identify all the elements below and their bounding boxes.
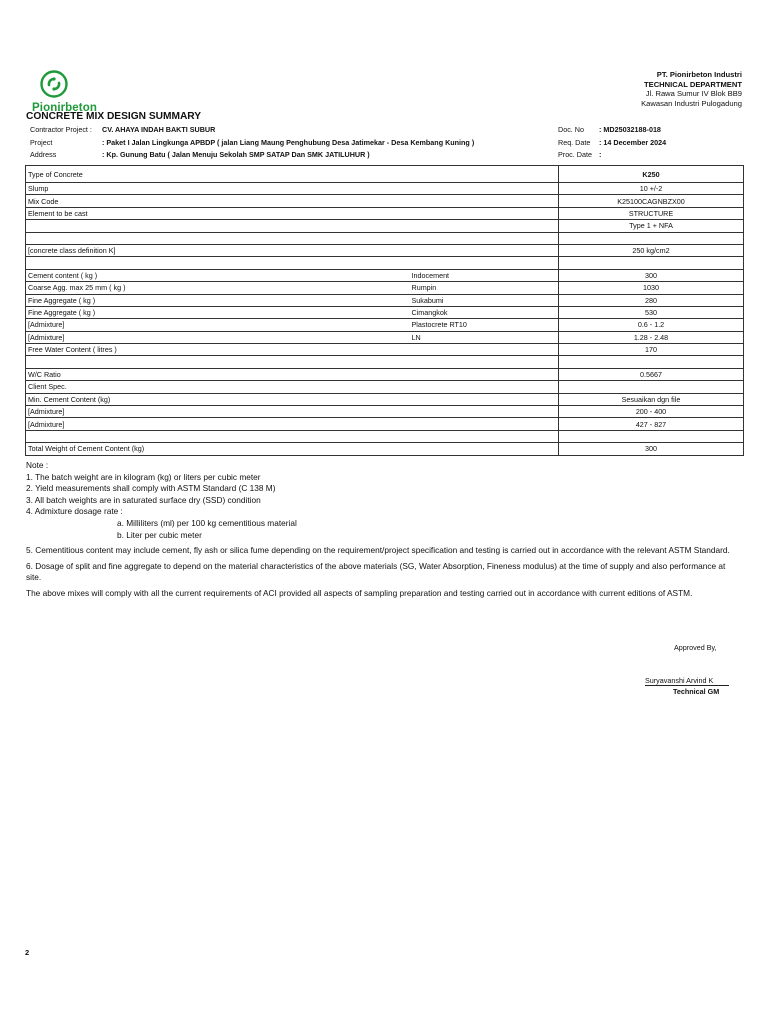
table-row <box>26 244 744 256</box>
row-label: Cement content ( kg ) <box>26 269 410 281</box>
row-source <box>410 443 559 455</box>
row-value <box>559 381 744 393</box>
row-value: 0.6 - 1.2 <box>559 319 744 331</box>
row-source: Sukabumi <box>410 294 559 306</box>
row-label <box>26 356 410 368</box>
row-source <box>410 195 559 207</box>
contractor-row <box>30 124 474 137</box>
row-source <box>410 368 559 380</box>
row-source <box>410 244 559 256</box>
reqdate-label: Req. Date <box>558 137 591 147</box>
note-4b: b. Liter per cubic meter <box>117 529 202 540</box>
table-row <box>26 393 744 405</box>
row-source <box>410 207 559 219</box>
note-4: 4. Admixture dosage rate : <box>26 506 123 517</box>
row-value: Type 1 + NFA <box>559 220 744 232</box>
project-info <box>30 124 474 162</box>
row-source <box>410 418 559 430</box>
approved-by-label: Approved By, <box>674 643 717 652</box>
address-value: : Kp. Gunung Batu ( Jalan Menuju Sekolah SMP SATAP Dan SMK JATILUHUR ) <box>102 150 370 159</box>
row-source <box>410 220 559 232</box>
table-row <box>26 282 744 294</box>
reqdate-value: : 14 December 2024 <box>599 137 667 147</box>
note-6: 6. Dosage of split and fine aggregate to depend on the material characteristics of the above materials (SG, Water Absorption, Fineness modulus) at the time of supply and also performance at site. <box>26 560 726 583</box>
page-number: 2 <box>25 948 30 957</box>
row-source <box>410 344 559 356</box>
document-title: CONCRETE MIX DESIGN SUMMARY <box>26 111 202 122</box>
contractor-value: CV. AHAYA INDAH BAKTI SUBUR <box>102 125 216 134</box>
mix-design-table <box>25 165 744 456</box>
row-value: 300 <box>559 269 744 281</box>
company-address-line-1: Jl. Rawa Sumur IV Blok BB9 <box>645 89 742 99</box>
row-label: Mix Code <box>26 195 410 207</box>
table-row <box>26 356 744 368</box>
row-value <box>559 257 744 269</box>
row-label: [Admixture] <box>26 406 410 418</box>
row-source: Plastocrete RT10 <box>410 319 559 331</box>
table-row <box>26 418 744 430</box>
row-label <box>26 430 410 442</box>
procdate-row <box>558 149 666 162</box>
address-label: Address <box>30 150 57 159</box>
pionirbeton-logo-icon <box>40 70 68 98</box>
docno-row <box>558 124 666 137</box>
project-value: : Paket I Jalan Lingkunga APBDP ( jalan Liang Maung Penghubung Desa Jatimekar - Desa Kembang Kuning ) <box>102 137 475 147</box>
row-source <box>410 166 559 183</box>
note-4a: a. Milliliters (ml) per 100 kg cementitious material <box>117 517 297 528</box>
row-label: Fine Aggregate ( kg ) <box>26 306 410 318</box>
row-source: LN <box>410 331 559 343</box>
row-label: W/C Ratio <box>26 368 410 380</box>
company-department: TECHNICAL DEPARTMENT <box>643 79 742 89</box>
signer-name: Suryavanshi Arvind K <box>645 676 729 686</box>
table-row <box>26 166 744 183</box>
table-row <box>26 220 744 232</box>
row-label: Min. Cement Content (kg) <box>26 393 410 405</box>
note-2: 2. Yield measurements shall comply with ASTM Standard (C 138 M) <box>26 483 276 494</box>
row-value: STRUCTURE <box>559 207 744 219</box>
table-row <box>26 381 744 393</box>
row-value: K250 <box>559 166 744 183</box>
table-row <box>26 257 744 269</box>
table-row <box>26 443 744 455</box>
row-label <box>26 220 410 232</box>
notes-section <box>26 460 738 600</box>
row-label: [Admixture] <box>26 418 410 430</box>
row-label: [Admixture] <box>26 331 410 343</box>
row-label: Fine Aggregate ( kg ) <box>26 294 410 306</box>
row-value <box>559 430 744 442</box>
table-row <box>26 294 744 306</box>
row-source <box>410 356 559 368</box>
docno-label: Doc. No <box>558 125 584 134</box>
table-row <box>26 269 744 281</box>
row-label: Free Water Content ( litres ) <box>26 344 410 356</box>
signer-title: Technical GM <box>673 687 720 696</box>
table-row <box>26 344 744 356</box>
company-info <box>641 70 742 108</box>
notes-heading: Note : <box>26 460 49 470</box>
row-label: [Admixture] <box>26 319 410 331</box>
company-address-line-2: Kawasan Industri Pulogadung <box>641 98 742 108</box>
table-row <box>26 232 744 244</box>
procdate-label: Proc. Date <box>558 150 592 159</box>
row-value: 1.28 - 2.48 <box>559 331 744 343</box>
row-value: 200 - 400 <box>559 406 744 418</box>
row-value: 250 kg/cm2 <box>559 244 744 256</box>
row-value: 427 - 827 <box>559 418 744 430</box>
company-name: PT. Pionirbeton Industri <box>656 70 742 79</box>
table-row <box>26 406 744 418</box>
row-value <box>559 232 744 244</box>
row-value: 300 <box>559 443 744 455</box>
table-row <box>26 183 744 195</box>
table-row <box>26 306 744 318</box>
table-row <box>26 195 744 207</box>
row-source <box>410 430 559 442</box>
row-source <box>410 406 559 418</box>
procdate-value: : <box>599 150 602 159</box>
project-row <box>30 137 474 150</box>
row-source <box>410 232 559 244</box>
note-5: 5. Cementitious content may include cement, fly ash or silica fume depending on the requirement/project specification and testing is carried out in accordance with the relevant ASTM Standard. <box>26 545 730 556</box>
table-row <box>26 430 744 442</box>
row-label: Coarse Agg. max 25 mm ( kg ) <box>26 282 410 294</box>
table-row <box>26 331 744 343</box>
mix-design-table-body <box>26 166 744 456</box>
document-info <box>558 124 666 162</box>
contractor-label: Contractor Project : <box>30 125 92 134</box>
row-label: [concrete class definition K] <box>26 244 410 256</box>
table-row <box>26 207 744 219</box>
table-row <box>26 319 744 331</box>
row-value: 1030 <box>559 282 744 294</box>
note-1: 1. The batch weight are in kilogram (kg) or liters per cubic meter <box>26 471 261 482</box>
row-source: Cimangkok <box>410 306 559 318</box>
company-logo <box>32 70 122 114</box>
row-label: Total Weight of Cement Content (kg) <box>26 443 410 455</box>
row-value: 10 +/-2 <box>559 183 744 195</box>
row-source <box>410 257 559 269</box>
row-value: Sesuaikan dgn file <box>559 393 744 405</box>
row-value: 0.5667 <box>559 368 744 380</box>
row-label <box>26 232 410 244</box>
row-label: Type of Concrete <box>26 166 410 183</box>
row-label <box>26 257 410 269</box>
reqdate-row <box>558 137 666 150</box>
row-value <box>559 356 744 368</box>
row-source <box>410 183 559 195</box>
row-source: Indocement <box>410 269 559 281</box>
row-value: 170 <box>559 344 744 356</box>
note-3: 3. All batch weights are in saturated surface dry (SSD) condition <box>26 494 261 505</box>
row-value: K25100CAGNBZX00 <box>559 195 744 207</box>
row-value: 280 <box>559 294 744 306</box>
project-label: Project <box>30 137 53 147</box>
row-source <box>410 393 559 405</box>
row-label: Slump <box>26 183 410 195</box>
row-source: Rumpin <box>410 282 559 294</box>
row-value: 530 <box>559 306 744 318</box>
logo-wordmark: Pionirbeton <box>32 102 97 114</box>
address-row <box>30 149 474 162</box>
row-label: Element to be cast <box>26 207 410 219</box>
docno-value: : MD25032188-018 <box>599 125 661 134</box>
row-label: Client Spec. <box>26 381 410 393</box>
note-7: The above mixes will comply with all the current requirements of ACI provided all aspects of sampling preparation and testing carried out in accordance with current editions of ASTM. <box>26 587 693 598</box>
row-source <box>410 381 559 393</box>
table-row <box>26 368 744 380</box>
